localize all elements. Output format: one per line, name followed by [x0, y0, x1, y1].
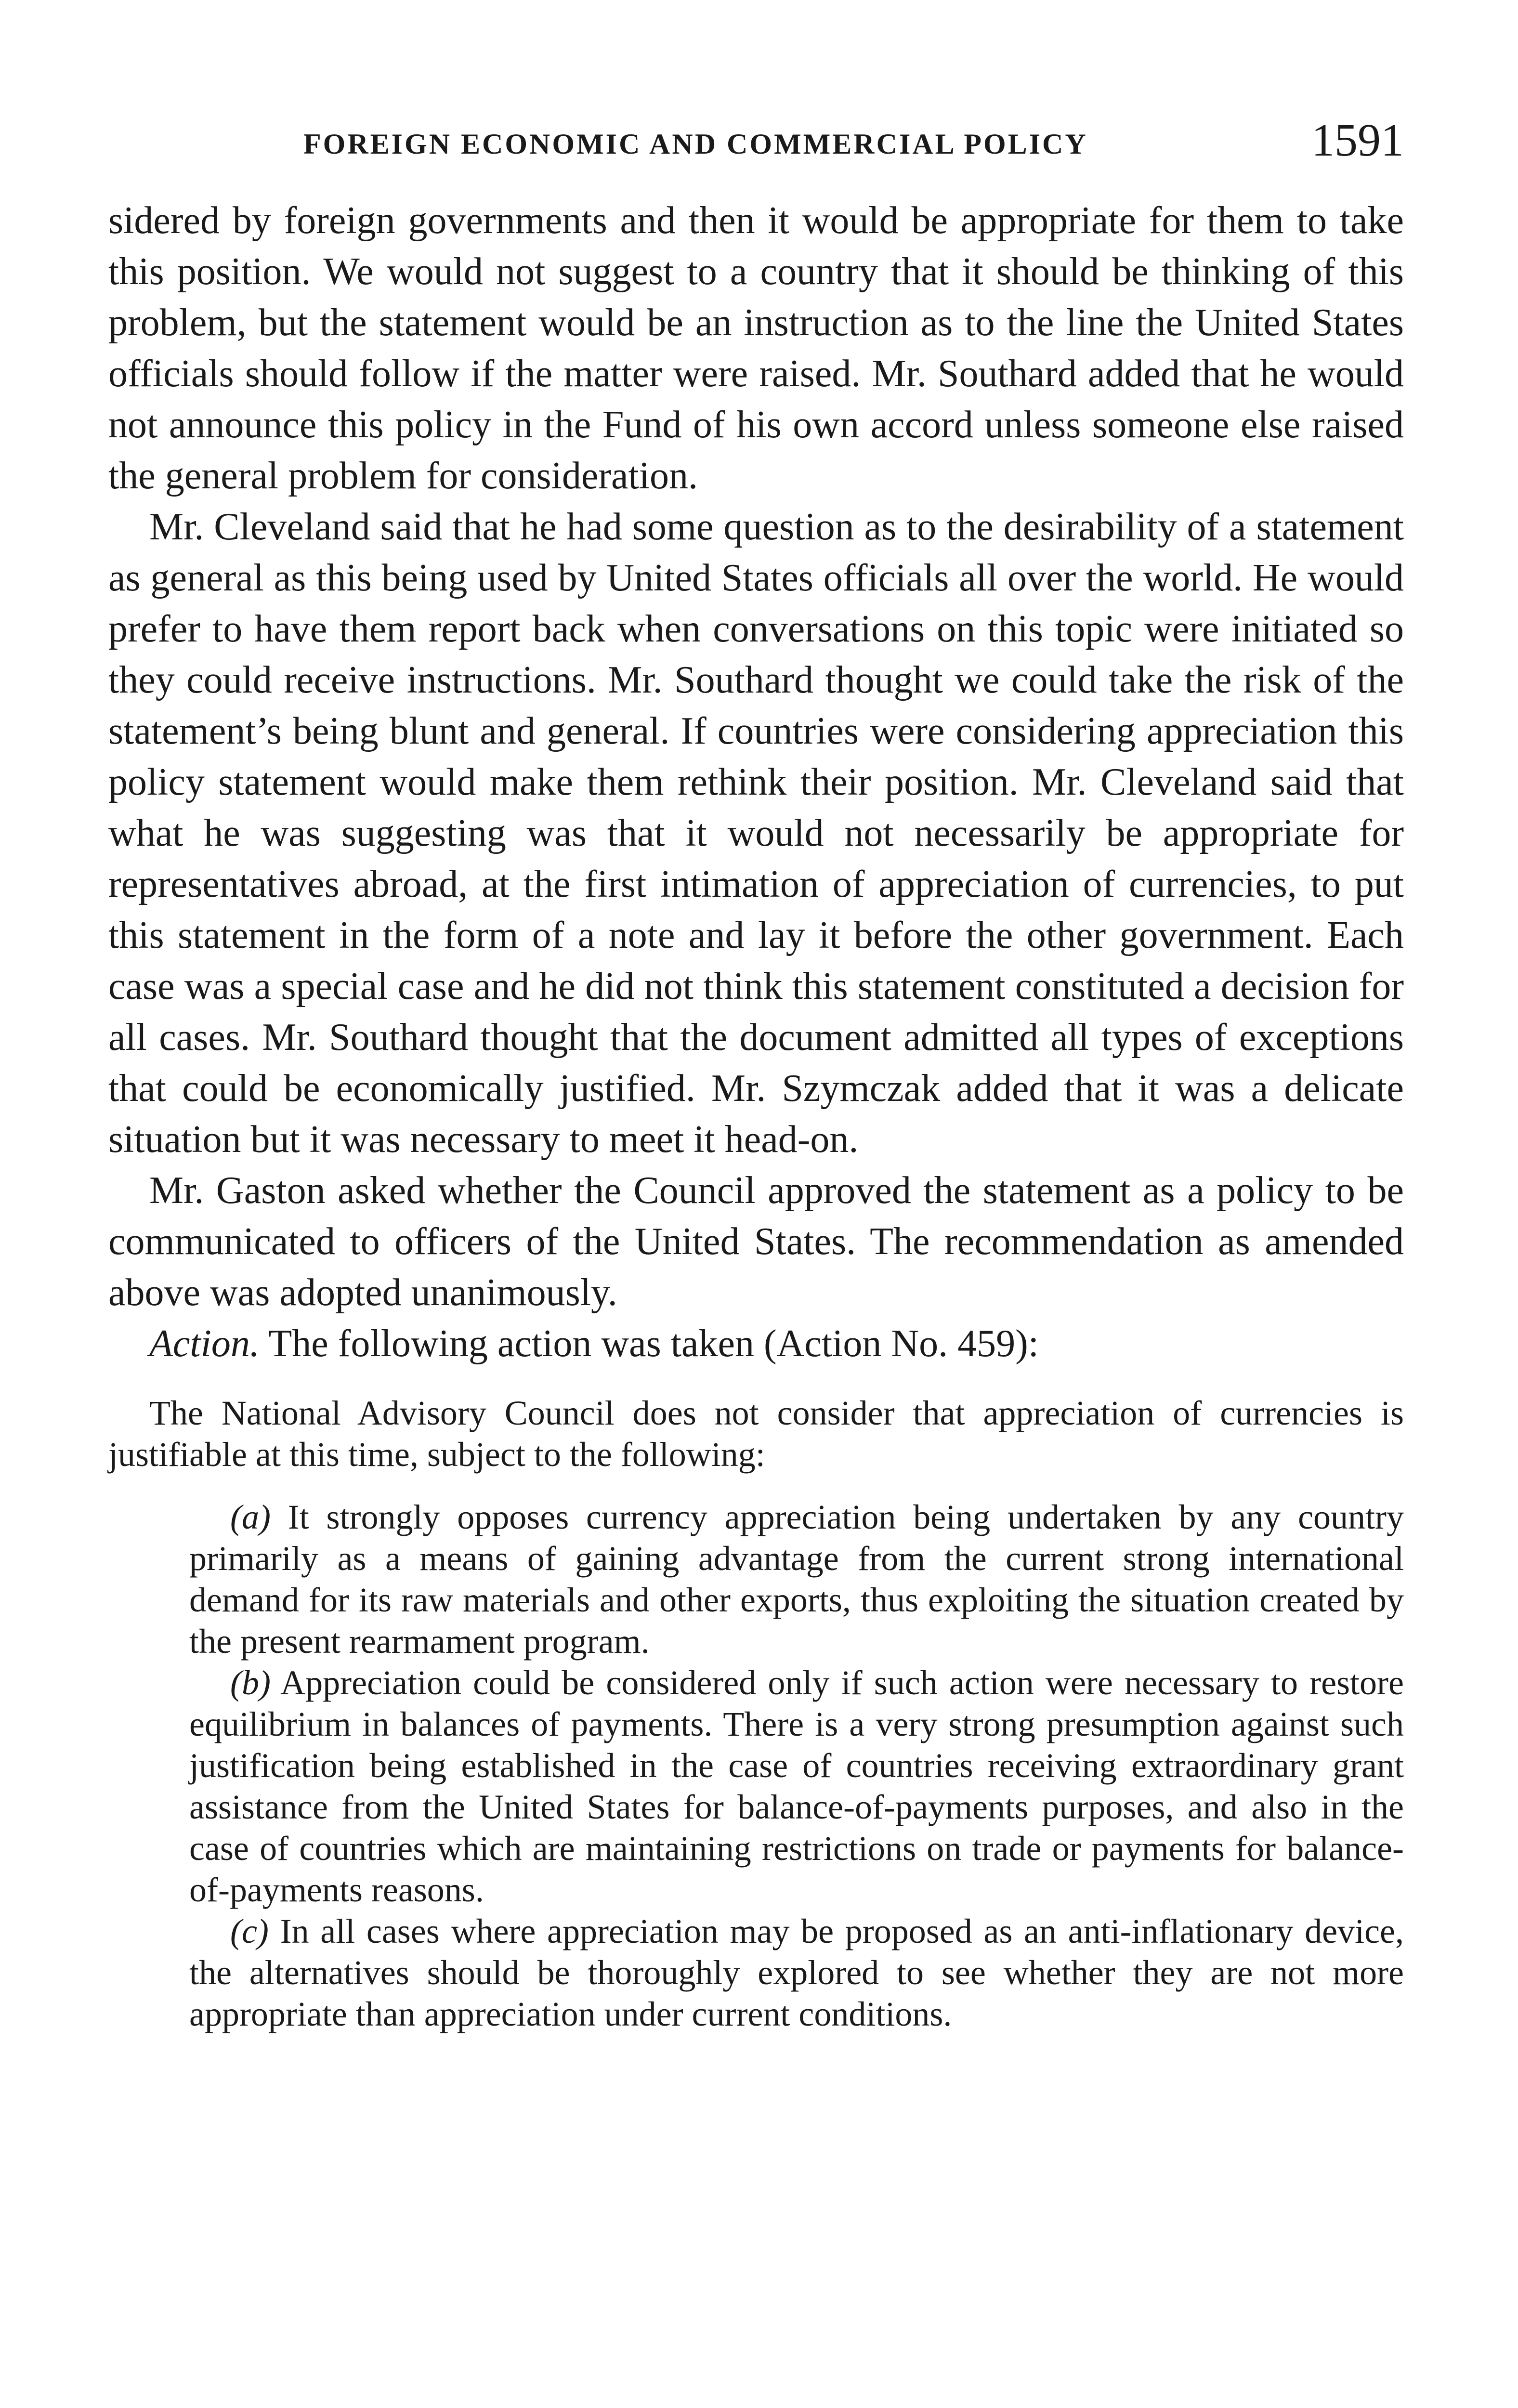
- action-line: [108, 1318, 1404, 1369]
- action-text: The following action was taken (Action No. 459):: [259, 1322, 1039, 1365]
- action-label: Action.: [149, 1322, 260, 1365]
- item-label: (b): [230, 1663, 271, 1702]
- resolution-item-b: [189, 1662, 1404, 1911]
- paragraph-continued: sidered by foreign governments and then it would be appropriate for them to take this position. We would not suggest to a country that it should be thinking of this problem, but the statement would be an instruction as to the line the United States officials should follow if the matter were raised. Mr. Southard added that he would not announce this policy in the Fund of his own accord unless someone else raised the general problem for consideration.: [108, 199, 1404, 497]
- item-label: (a): [230, 1498, 271, 1536]
- item-text: It strongly opposes currency appreciation being undertaken by any country primarily as a means of gaining advantage from the current strong international demand for its raw materials and other exports, thus exploiting the situation created by the present rearmament program.: [189, 1498, 1404, 1661]
- item-text: Appreciation could be considered only if such action were necessary to restore equilibrium in balances of payments. There is a very strong presumption against such justification being established in the case of countries receiving extraordinary grant assistance from the United States for balance-of-payments purposes, and also in the case of countries which are maintaining restrictions on trade or payments for balance-of-payments reasons.: [189, 1663, 1404, 1909]
- running-head: FOREIGN ECONOMIC AND COMMERCIAL POLICY: [303, 128, 1088, 160]
- resolution-items: [108, 1496, 1404, 2035]
- item-text: In all cases where appreciation may be proposed as an anti-inflationary device, the alternatives should be thoroughly explored to see whether they are not more appropriate than appreciation under current conditions.: [189, 1912, 1404, 2033]
- page-number: 1591: [1311, 114, 1404, 166]
- paragraph-gaston: Mr. Gaston asked whether the Council approved the statement as a policy to be communicated to officers of the United States. The recommendation as amended above was adopted unanimously.: [108, 1169, 1404, 1314]
- page-body: [108, 195, 1404, 2035]
- resolution-item-c: [189, 1911, 1404, 2035]
- resolution-intro: The National Advisory Council does not consider that appreciation of currencies is justifiable at this time, subject to the following:: [108, 1394, 1404, 1474]
- page-header: [108, 114, 1404, 176]
- item-label: (c): [230, 1912, 269, 1950]
- paragraph-cleveland: Mr. Cleveland said that he had some question as to the desirability of a statement as general as this being used by United States officials all over the world. He would prefer to have them report back when conversations on this topic were initiated so they could receive instructions. Mr. Southard thought we could take the risk of the statement’s being blunt and general. If countries were considering appreciation this policy statement would make them rethink their position. Mr. Cleveland said that what he was suggesting was that it would not necessarily be appropriate for representatives abroad, at the first intimation of appreciation of currencies, to put this statement in the form of a note and lay it before the other government. Each case was a special case and he did not think this statement constituted a decision for all cases. Mr. Southard thought that the document admitted all types of exceptions that could be economically justified. Mr. Szymczak added that it was a delicate situation but it was necessary to meet it head-on.: [108, 506, 1404, 1161]
- resolution-block: [108, 1392, 1404, 2035]
- resolution-item-a: [189, 1496, 1404, 1662]
